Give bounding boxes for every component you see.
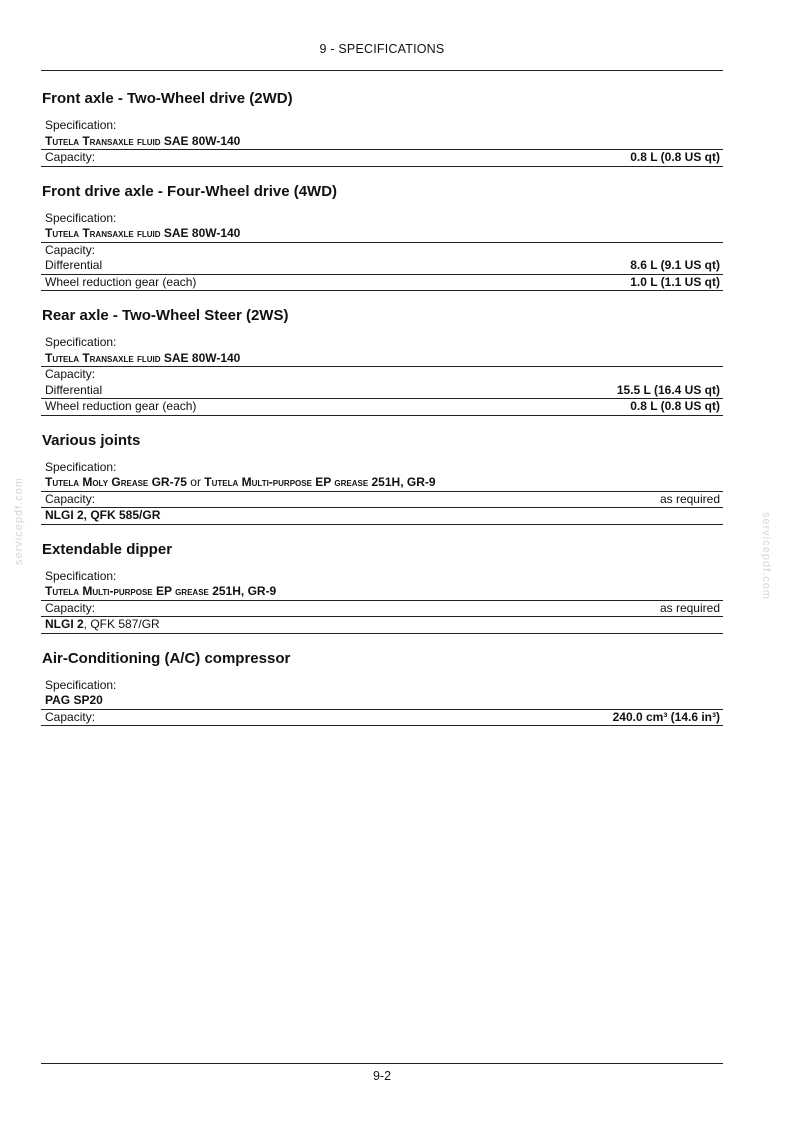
section-title: Front axle - Two-Wheel drive (2WD) bbox=[42, 90, 293, 107]
spec-value-row bbox=[41, 351, 723, 368]
spec-value bbox=[45, 351, 240, 367]
page-content bbox=[41, 90, 723, 742]
capacity-row bbox=[41, 710, 723, 727]
section-front-axle-2wd bbox=[41, 90, 723, 167]
watermark-left: servicepdf.com bbox=[13, 477, 25, 565]
nlgi-row bbox=[41, 617, 723, 634]
spec-table bbox=[41, 210, 723, 292]
nlgi-grade: NLGI 2 bbox=[45, 617, 84, 631]
section-rear-axle-2ws bbox=[41, 307, 723, 416]
spec-brand: Tutela Multi-purpose EP grease bbox=[45, 584, 209, 598]
capacity-row bbox=[41, 150, 723, 167]
nlgi-ref: , QFK 585/GR bbox=[83, 508, 161, 522]
spec-label-row bbox=[41, 118, 723, 134]
spec-value bbox=[45, 584, 276, 600]
section-extendable-dipper bbox=[41, 541, 723, 634]
spec-label-row bbox=[41, 460, 723, 476]
spec-table bbox=[41, 459, 723, 525]
spec-table bbox=[41, 677, 723, 727]
spec-label: Specification: bbox=[45, 335, 117, 349]
nlgi-value bbox=[45, 508, 160, 524]
section-front-drive-axle-4wd bbox=[41, 183, 723, 292]
page-header: 9 - SPECIFICATIONS bbox=[319, 42, 445, 56]
differential-label: Differential bbox=[45, 382, 103, 397]
spec-value-row bbox=[41, 693, 723, 710]
capacity-value: 0.8 L (0.8 US qt) bbox=[630, 150, 720, 164]
section-title: Front drive axle - Four-Wheel drive (4WD) bbox=[42, 182, 338, 200]
capacity-label: Capacity: bbox=[45, 709, 96, 724]
watermark-right: servicepdf.com bbox=[760, 512, 772, 600]
differential-value: 15.5 L (16.4 US qt) bbox=[616, 382, 720, 397]
spec-grade: 251H, GR-9 bbox=[368, 475, 436, 489]
spec-value-row bbox=[41, 226, 723, 243]
wheel-reduction-label: Wheel reduction gear (each) bbox=[45, 399, 197, 413]
spec-grade: GR-75 bbox=[148, 475, 187, 489]
capacity-label: Capacity: bbox=[45, 491, 96, 506]
spec-value bbox=[45, 475, 436, 491]
spec-brand: Tutela Transaxle fluid bbox=[45, 226, 161, 240]
spec-brand: Tutela Moly Grease bbox=[45, 475, 149, 489]
spec-grade: SAE 80W-140 bbox=[160, 133, 241, 148]
spec-grade: 251H, GR-9 bbox=[208, 584, 277, 598]
nlgi-row bbox=[41, 508, 723, 525]
spec-label-row bbox=[41, 211, 723, 227]
capacity-header-row bbox=[41, 243, 723, 259]
capacity-value: 240.0 cm³ (14.6 in³) bbox=[612, 709, 720, 724]
spec-table bbox=[41, 117, 723, 167]
wheel-reduction-label: Wheel reduction gear (each) bbox=[45, 274, 197, 289]
spec-or: or bbox=[186, 475, 205, 489]
spec-value-row bbox=[41, 134, 723, 151]
spec-table bbox=[41, 568, 723, 634]
spec-grade: SAE 80W-140 bbox=[160, 350, 241, 365]
spec-label: Specification: bbox=[45, 568, 117, 583]
section-title: Air-Conditioning (A/C) compressor bbox=[42, 649, 291, 667]
spec-label: Specification: bbox=[45, 118, 117, 132]
capacity-value: as required bbox=[659, 600, 720, 615]
spec-label: Specification: bbox=[45, 459, 117, 474]
spec-value-row bbox=[41, 584, 723, 601]
spec-brand: Tutela Multi-purpose EP grease bbox=[204, 475, 369, 489]
capacity-header-row bbox=[41, 367, 723, 383]
spec-table bbox=[41, 334, 723, 416]
section-title: Extendable dipper bbox=[42, 540, 173, 558]
capacity-value: as required bbox=[659, 491, 720, 506]
section-ac-compressor bbox=[41, 650, 723, 727]
nlgi-value bbox=[45, 617, 160, 633]
spec-label: Specification: bbox=[45, 677, 117, 692]
footer-divider bbox=[41, 1063, 723, 1064]
spec-brand: Tutela Transaxle fluid bbox=[45, 133, 161, 148]
capacity-row bbox=[41, 601, 723, 618]
spec-brand: Tutela Transaxle fluid bbox=[45, 350, 161, 365]
differential-label: Differential bbox=[45, 258, 103, 272]
wheel-reduction-row bbox=[41, 275, 723, 292]
section-title: Various joints bbox=[42, 431, 141, 449]
wheel-reduction-value: 1.0 L (1.1 US qt) bbox=[630, 274, 720, 289]
spec-label-row bbox=[41, 678, 723, 694]
capacity-label: Capacity: bbox=[45, 367, 96, 381]
differential-row bbox=[41, 383, 723, 400]
header-divider bbox=[41, 70, 723, 71]
spec-label-row bbox=[41, 569, 723, 585]
spec-value bbox=[45, 134, 240, 150]
section-various-joints bbox=[41, 432, 723, 525]
capacity-label: Capacity: bbox=[45, 600, 96, 615]
spec-grade: SAE 80W-140 bbox=[160, 226, 241, 240]
capacity-row bbox=[41, 492, 723, 509]
capacity-label: Capacity: bbox=[45, 242, 96, 257]
wheel-reduction-row bbox=[41, 399, 723, 416]
nlgi-ref: , QFK 587/GR bbox=[83, 617, 160, 631]
page-number: 9-2 bbox=[372, 1069, 392, 1083]
spec-value-row bbox=[41, 475, 723, 492]
spec-label: Specification: bbox=[45, 210, 117, 225]
capacity-label: Capacity: bbox=[45, 150, 96, 164]
differential-value: 8.6 L (9.1 US qt) bbox=[630, 258, 720, 272]
spec-value: PAG SP20 bbox=[45, 693, 103, 707]
wheel-reduction-value: 0.8 L (0.8 US qt) bbox=[630, 399, 720, 413]
nlgi-grade: NLGI 2 bbox=[45, 508, 84, 522]
differential-row bbox=[41, 258, 723, 275]
section-title: Rear axle - Two-Wheel Steer (2WS) bbox=[42, 307, 289, 324]
spec-label-row bbox=[41, 335, 723, 351]
spec-value bbox=[45, 226, 240, 242]
